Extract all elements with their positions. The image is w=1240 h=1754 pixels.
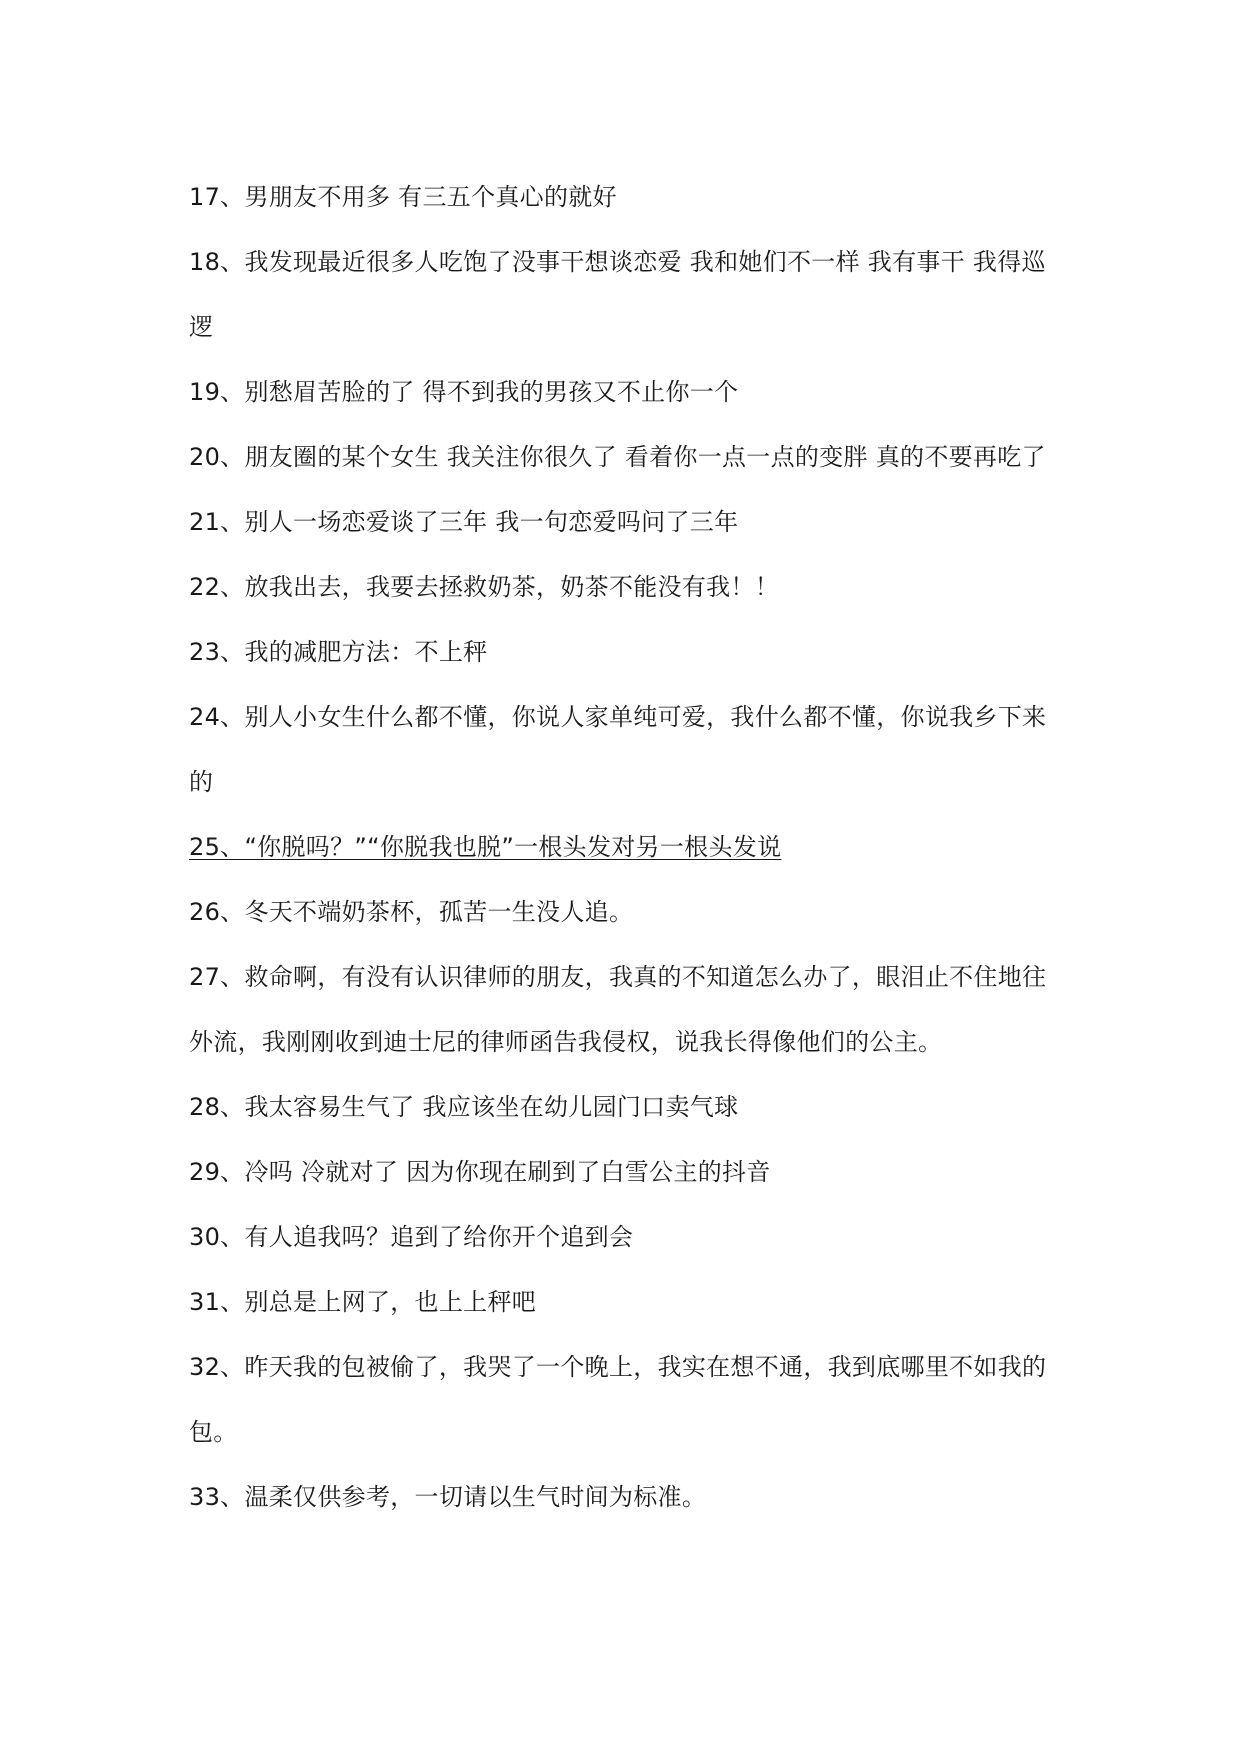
list-item-22: 22、放我出去，我要去拯救奶茶，奶茶不能没有我！！ (189, 573, 780, 601)
list-item-32: 32、昨天我的包被偷了，我哭了一个晚上，我实在想不通，我到底哪里不如我的包。 (189, 1353, 1047, 1446)
list-item-19: 19、别愁眉苦脸的了 得不到我的男孩又不止你一个 (189, 378, 739, 406)
list-item-21: 21、别人一场恋爱谈了三年 我一句恋爱吗问了三年 (189, 508, 739, 536)
list-item-29: 29、冷吗 冷就对了 因为你现在刷到了白雪公主的抖音 (189, 1158, 771, 1186)
list-item-24: 24、别人小女生什么都不懂，你说人家单纯可爱，我什么都不懂，你说我乡下来的 (189, 703, 1047, 796)
joke-list (189, 165, 1069, 1530)
list-item-31: 31、别总是上网了，也上上秤吧 (189, 1288, 537, 1316)
list-item-30: 30、有人追我吗？追到了给你开个追到会 (189, 1223, 634, 1251)
list-item-28: 28、我太容易生气了 我应该坐在幼儿园门口卖气球 (189, 1093, 739, 1121)
list-item-33: 33、温柔仅供参考，一切请以生气时间为标准。 (189, 1483, 707, 1511)
list-item-20: 20、朋友圈的某个女生 我关注你很久了 看着你一点一点的变胖 真的不要再吃了 (189, 443, 1046, 471)
list-item-18: 18、我发现最近很多人吃饱了没事干想谈恋爱 我和她们不一样 我有事干 我得巡逻 (189, 248, 1046, 341)
list-item-17: 17、男朋友不用多 有三五个真心的就好 (189, 183, 617, 211)
list-item-27: 27、救命啊，有没有认识律师的朋友，我真的不知道怎么办了，眼泪止不住地往外流，我刚刚收到迪士尼的律师函告我侵权，说我长得像他们的公主。 (189, 963, 1047, 1056)
list-item-23: 23、我的减肥方法：不上秤 (189, 638, 488, 666)
list-item-26: 26、冬天不端奶茶杯，孤苦一生没人追。 (189, 898, 634, 926)
list-item-25: 25、“你脱吗？”“你脱我也脱”一根头发对另一根头发说 (189, 833, 782, 861)
